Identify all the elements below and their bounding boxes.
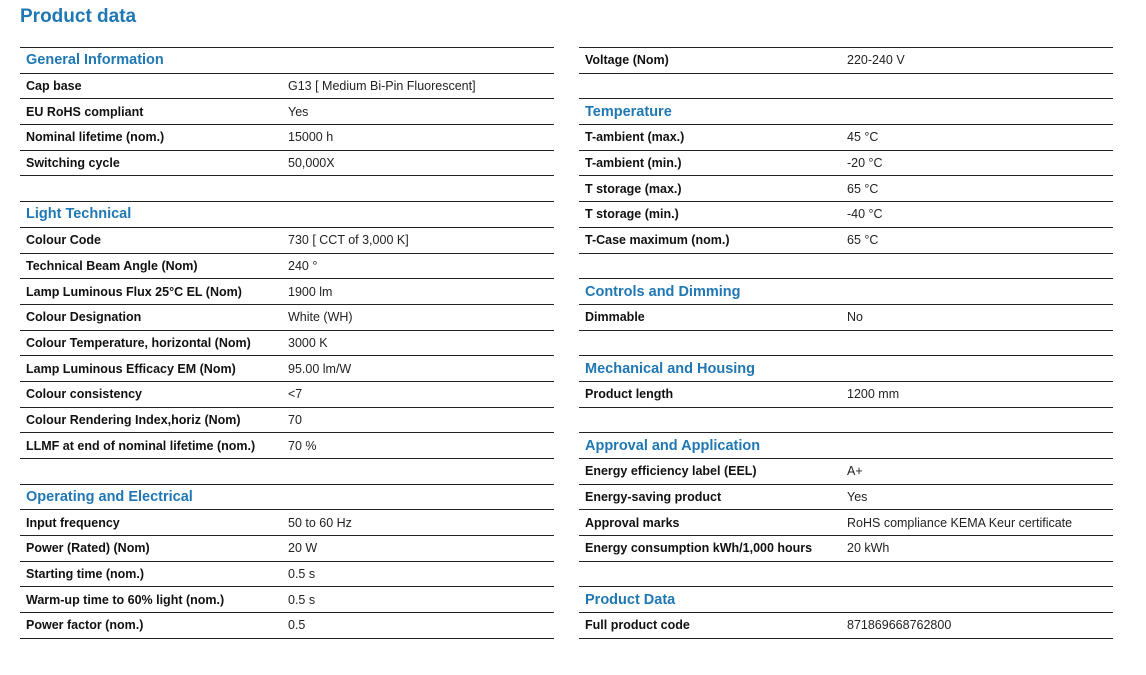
spacer-row	[579, 407, 1113, 433]
spec-value: 45 °C	[847, 130, 879, 145]
spec-value: White (WH)	[288, 310, 353, 325]
spec-row-energy-saving-product	[579, 484, 1113, 510]
spec-value: Yes	[288, 104, 309, 119]
spec-label: Cap base	[26, 79, 82, 94]
spec-label: Product length	[585, 387, 674, 402]
section-header-controls-and-dimming	[579, 278, 1113, 304]
spec-value: -40 °C	[847, 207, 883, 222]
page-title: Product data	[20, 6, 137, 27]
spec-row-energy-efficiency-label-eel	[579, 458, 1113, 484]
spec-value: 1200 mm	[847, 387, 900, 402]
spec-row-full-product-code	[579, 612, 1113, 638]
spec-label: Energy efficiency label (EEL)	[585, 464, 757, 479]
spec-value: 871869668762800	[847, 618, 952, 633]
spec-row-warm-up-time-to-60-light-nom	[20, 586, 554, 612]
right-spec-column	[579, 47, 1113, 639]
spec-value: 65 °C	[847, 233, 879, 248]
section-header-general-information	[20, 47, 554, 73]
spec-label: T storage (min.)	[585, 207, 679, 222]
section-title: Mechanical and Housing	[585, 360, 755, 377]
spec-value: 15000 h	[288, 130, 334, 145]
spec-value: 70 %	[288, 438, 317, 453]
left-spec-column	[20, 47, 554, 639]
section-title: Product Data	[585, 591, 676, 608]
spec-label: Nominal lifetime (nom.)	[26, 130, 165, 145]
spec-row-approval-marks	[579, 509, 1113, 535]
spec-value: 50 to 60 Hz	[288, 515, 352, 530]
spec-row-t-ambient-min	[579, 150, 1113, 176]
spec-label: Switching cycle	[26, 156, 120, 171]
spec-row-technical-beam-angle-nom	[20, 253, 554, 279]
spec-label: T storage (max.)	[585, 181, 682, 196]
spec-value: 730 [ CCT of 3,000 K]	[288, 233, 409, 248]
spacer-row	[20, 458, 554, 484]
spec-value: 70	[288, 412, 302, 427]
spec-label: EU RoHS compliant	[26, 104, 144, 119]
spec-value: 0.5	[288, 618, 306, 633]
spec-label: Energy consumption kWh/1,000 hours	[585, 541, 813, 556]
spec-value: 0.5 s	[288, 567, 316, 582]
spec-label: T-ambient (min.)	[585, 156, 682, 171]
spec-row-nominal-lifetime-nom	[20, 124, 554, 150]
spec-label: T-ambient (max.)	[585, 130, 685, 145]
spec-value: 20 W	[288, 541, 318, 556]
spacer-row	[20, 175, 554, 201]
spec-value: No	[847, 310, 863, 325]
spec-label: T-Case maximum (nom.)	[585, 233, 730, 248]
spec-value: 220-240 V	[847, 53, 905, 68]
spec-value: -20 °C	[847, 156, 883, 171]
spec-row-t-storage-min	[579, 201, 1113, 227]
spec-row-switching-cycle	[20, 150, 554, 176]
spec-label: Lamp Luminous Efficacy EM (Nom)	[26, 361, 236, 376]
spec-label: Technical Beam Angle (Nom)	[26, 258, 198, 273]
spacer-row	[579, 73, 1113, 99]
spec-row-colour-rendering-index-horiz-nom	[20, 407, 554, 433]
spec-row-input-frequency	[20, 509, 554, 535]
section-header-product-data	[579, 586, 1113, 612]
spec-label: Colour Code	[26, 233, 101, 248]
spec-row-colour-temperature-horizontal-nom	[20, 330, 554, 356]
spec-label: Approval marks	[585, 515, 680, 530]
spec-row-lamp-luminous-efficacy-em-nom	[20, 355, 554, 381]
section-title: Light Technical	[26, 206, 132, 223]
spec-value: 20 kWh	[847, 541, 890, 556]
spec-value: 65 °C	[847, 181, 879, 196]
spec-label: Power factor (nom.)	[26, 618, 144, 633]
spec-row-t-ambient-max	[579, 124, 1113, 150]
spec-row-power-rated-nom	[20, 535, 554, 561]
section-title: Temperature	[585, 103, 672, 120]
spec-row-starting-time-nom	[20, 561, 554, 587]
spec-label: Power (Rated) (Nom)	[26, 541, 150, 556]
spec-label: Lamp Luminous Flux 25°C EL (Nom)	[26, 284, 242, 299]
spec-value: 1900 lm	[288, 284, 333, 299]
section-title: Operating and Electrical	[26, 489, 193, 506]
section-title: Approval and Application	[585, 437, 761, 454]
section-title: Controls and Dimming	[585, 283, 741, 300]
spec-row-product-length	[579, 381, 1113, 407]
section-header-operating-and-electrical	[20, 484, 554, 510]
spec-value: RoHS compliance KEMA Keur certificate	[847, 515, 1073, 530]
spec-value: Yes	[847, 490, 868, 505]
spacer-row	[579, 561, 1113, 587]
section-header-light-technical	[20, 201, 554, 227]
spec-row-eu-rohs-compliant	[20, 98, 554, 124]
spec-row-colour-consistency	[20, 381, 554, 407]
spec-row-lamp-luminous-flux-25-c-el-nom	[20, 278, 554, 304]
spec-label: Warm-up time to 60% light (nom.)	[26, 592, 225, 607]
spec-label: Starting time (nom.)	[26, 567, 145, 582]
spec-value: <7	[288, 387, 303, 402]
table-bottom-rule	[579, 638, 1113, 639]
section-title: General Information	[26, 52, 164, 69]
spec-row-colour-code	[20, 227, 554, 253]
spec-value: 0.5 s	[288, 592, 316, 607]
spec-row-t-case-maximum-nom	[579, 227, 1113, 253]
spec-row-cap-base	[20, 73, 554, 99]
spec-label: Colour Temperature, horizontal (Nom)	[26, 335, 251, 350]
spec-value: 50,000X	[288, 156, 335, 171]
spec-row-colour-designation	[20, 304, 554, 330]
spec-label: Full product code	[585, 618, 690, 633]
spec-label: Energy-saving product	[585, 490, 722, 505]
section-header-temperature	[579, 98, 1113, 124]
table-bottom-rule	[20, 638, 554, 639]
spec-value: G13 [ Medium Bi-Pin Fluorescent]	[288, 79, 476, 94]
spec-row-energy-consumption-kwh-1-000-hours	[579, 535, 1113, 561]
spacer-row	[579, 253, 1113, 279]
spec-label: Colour Rendering Index,horiz (Nom)	[26, 412, 241, 427]
spec-label: Colour consistency	[26, 387, 142, 402]
spec-value: 95.00 lm/W	[288, 361, 352, 376]
spec-value: 3000 K	[288, 335, 328, 350]
section-header-mechanical-and-housing	[579, 355, 1113, 381]
spec-label: Dimmable	[585, 310, 645, 325]
spec-row-voltage-nom	[579, 47, 1113, 73]
section-header-approval-and-application	[579, 432, 1113, 458]
spec-label: Colour Designation	[26, 310, 142, 325]
spec-row-t-storage-max	[579, 175, 1113, 201]
spec-row-dimmable	[579, 304, 1113, 330]
spec-row-power-factor-nom	[20, 612, 554, 638]
spec-label: LLMF at end of nominal lifetime (nom.)	[26, 438, 256, 453]
spec-label: Input frequency	[26, 515, 120, 530]
spec-value: 240 °	[288, 258, 318, 273]
spacer-row	[579, 330, 1113, 356]
spec-label: Voltage (Nom)	[585, 53, 669, 68]
spec-row-llmf-at-end-of-nominal-lifetime-nom	[20, 432, 554, 458]
spec-value: A+	[847, 464, 863, 479]
